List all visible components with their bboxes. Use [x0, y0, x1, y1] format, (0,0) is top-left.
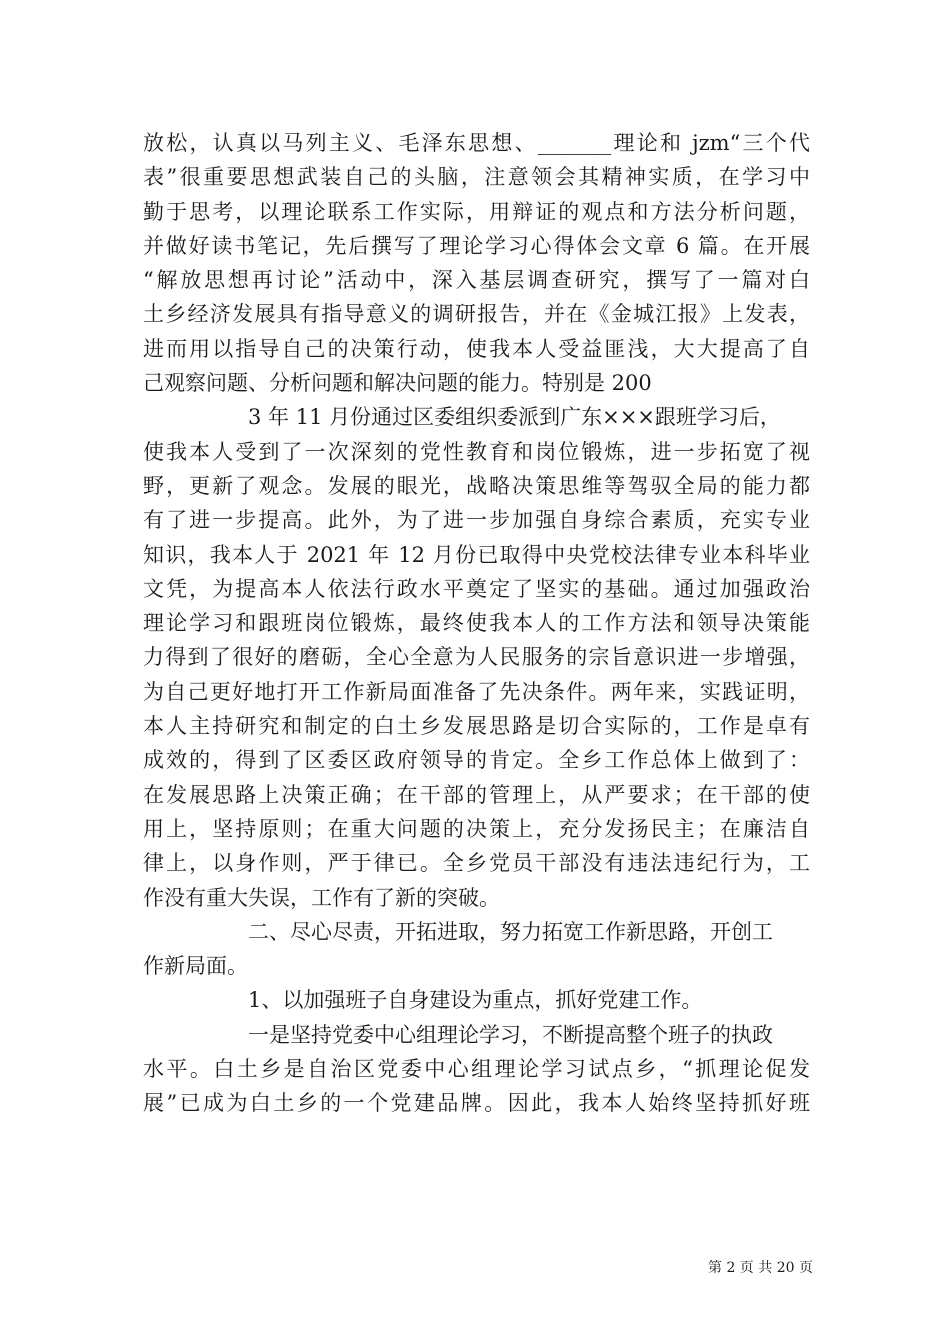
text-line: 二、尽心尽责，开拓进取，努力拓宽工作新思路，开创工: [248, 919, 773, 944]
paragraph-training: [143, 400, 810, 914]
page-number: 第 2 页 共 20 页: [708, 1260, 813, 1276]
text-line: 作没有重大失误，工作有了新的突破。: [143, 885, 500, 910]
text-line: 1、以加强班子自身建设为重点，抓好党建工作。: [248, 988, 703, 1013]
text-line: 成效的，得到了区委区政府领导的肯定。全乡工作总体上做到了：: [143, 748, 810, 773]
text-line: 野，更新了观念。发展的眼光，战略决策思维等驾驭全局的能力都: [143, 473, 810, 498]
text-line: 己观察问题、分析问题和解决问题的能力。特别是 200: [143, 371, 652, 396]
text-line: 表”很重要思想武装自己的头脑，注意领会其精神实质，在学习中: [143, 165, 810, 190]
text-line: 本人主持研究和制定的白土乡发展思路是切合实际的，工作是卓有: [143, 714, 810, 739]
text-line: 3 年 11 月份通过区委组织委派到广东×××跟班学习后，: [248, 405, 781, 430]
text-line: 用上，坚持原则；在重大问题的决策上，充分发扬民主；在廉洁自: [143, 816, 810, 841]
subheading-party-building: [143, 983, 810, 1017]
text-line: 力得到了很好的磨砺，全心全意为人民服务的宗旨意识进一步增强，: [143, 645, 810, 670]
text-line: 为自己更好地打开工作新局面准备了先决条件。两年来，实践证明，: [143, 679, 810, 704]
section-heading-2: [143, 915, 810, 984]
text-line: 知识，我本人于 2021 年 12 月份已取得中央党校法律专业本科毕业: [143, 542, 810, 567]
text-line: 勤于思考，以理论联系工作实际，用辩证的观点和方法分析问题，: [143, 199, 810, 224]
text-line: 在发展思路上决策正确；在干部的管理上，从严要求；在干部的使: [143, 782, 810, 807]
paragraph-theory-study: [143, 1018, 810, 1121]
text-line: 有了进一步提高。此外，为了进一步加强自身综合素质，充实专业: [143, 508, 810, 533]
text-line: “解放思想再讨论”活动中，深入基层调查研究，撰写了一篇对白: [143, 268, 810, 293]
text-line: 理论学习和跟班岗位锻炼，最终使我本人的工作方法和领导决策能: [143, 611, 810, 636]
text-line: 文凭，为提高本人依法行政水平奠定了坚实的基础。通过加强政治: [143, 576, 810, 601]
paragraph-study: [143, 126, 810, 400]
document-body: [143, 126, 810, 1121]
text-line: 土乡经济发展具有指导意义的调研报告，并在《金城江报》上发表，: [143, 302, 810, 327]
text-line: 使我本人受到了一次深刻的党性教育和岗位锻炼，进一步拓宽了视: [143, 439, 810, 464]
text-line: 水平。白土乡是自治区党委中心组理论学习试点乡，“抓理论促发: [143, 1057, 810, 1082]
text-line: 放松，认真以马列主义、毛泽东思想、_______理论和 jzm“三个代: [143, 131, 810, 155]
text-line: 并做好读书笔记，先后撰写了理论学习心得体会文章 6 篇。在开展: [143, 233, 810, 258]
text-line: 作新局面。: [143, 954, 248, 979]
text-line: 进而用以指导自己的决策行动，使我本人受益匪浅，大大提高了自: [143, 336, 810, 361]
text-line: 律上，以身作则，严于律已。全乡党员干部没有违法违纪行为，工: [143, 851, 810, 876]
text-line: 一是坚持党委中心组理论学习，不断提高整个班子的执政: [248, 1022, 773, 1047]
text-line: 展”已成为白土乡的一个党建品牌。因此，我本人始终坚持抓好班: [143, 1091, 810, 1116]
